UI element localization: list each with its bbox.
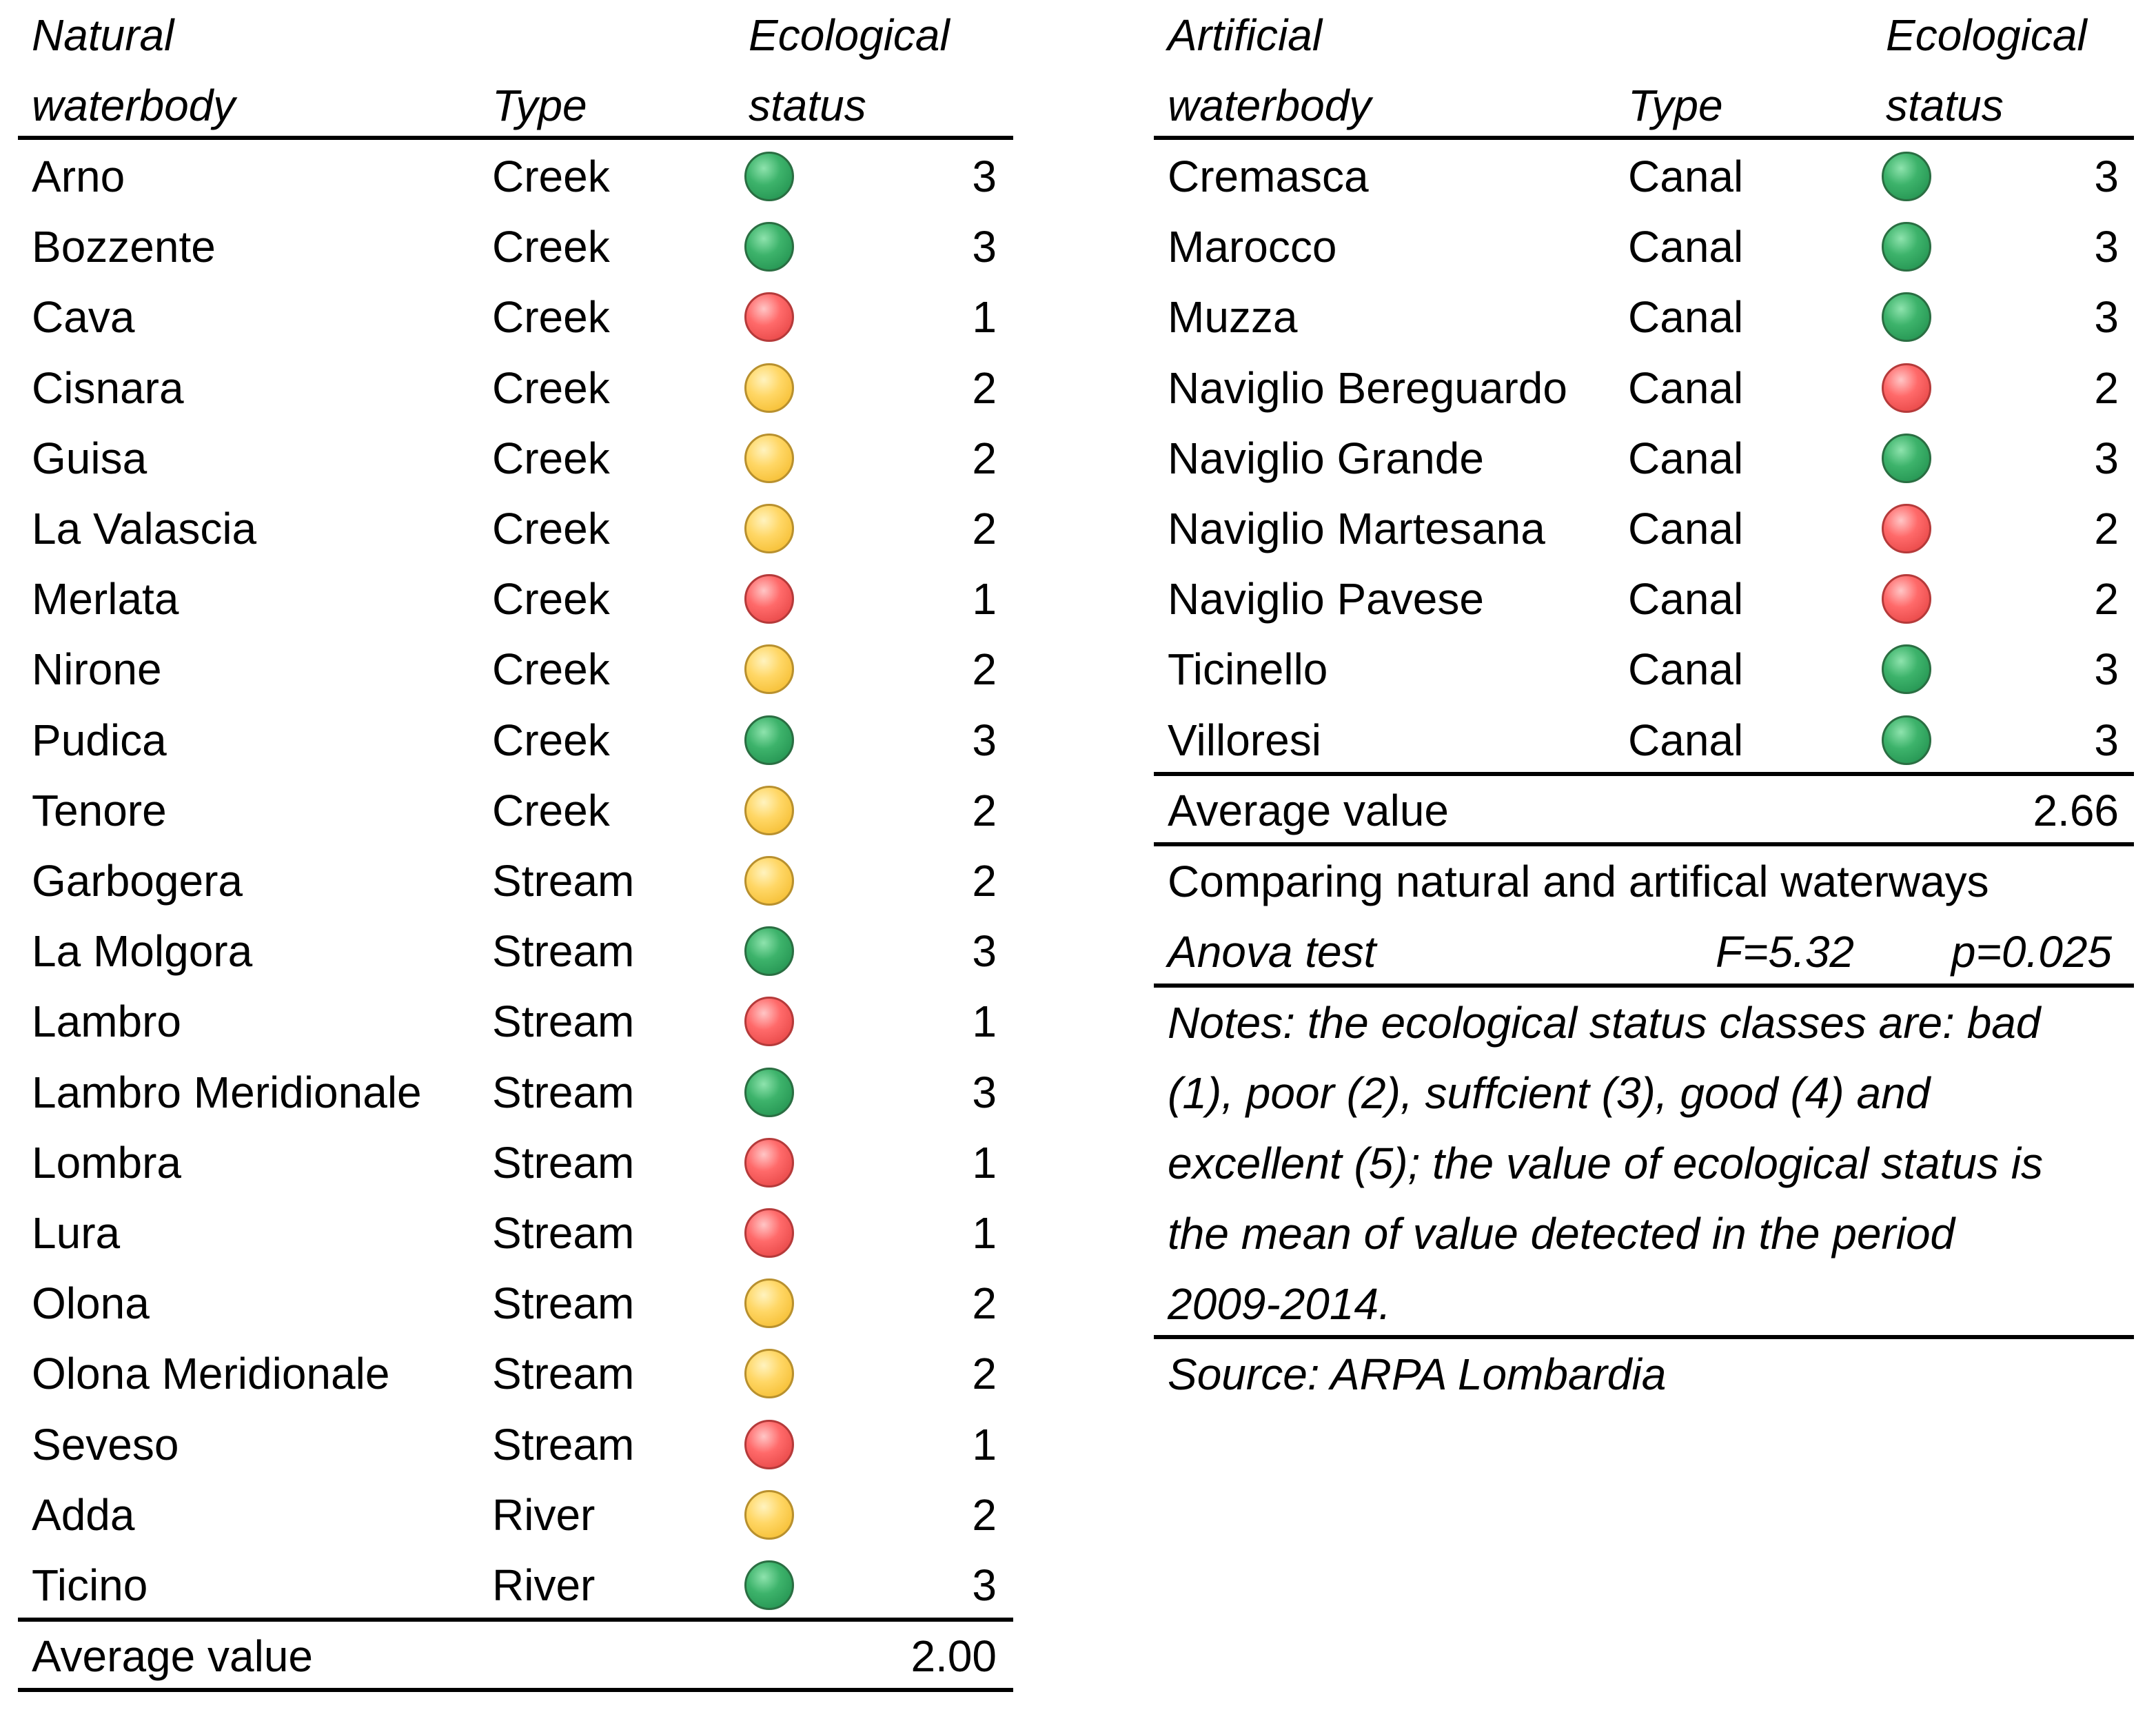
waterbody-type: Stream bbox=[492, 997, 635, 1047]
status-green-indicator-icon bbox=[1882, 715, 1931, 765]
table-row bbox=[0, 634, 2156, 704]
status-value: 3 bbox=[972, 926, 997, 977]
waterbody-type: Creek bbox=[492, 785, 610, 835]
waterbody-name: Lura bbox=[32, 1208, 121, 1258]
status-value: 3 bbox=[2094, 433, 2119, 483]
anova-label: Anova test bbox=[1168, 927, 1376, 977]
status-value: 3 bbox=[2094, 292, 2119, 343]
status-value: 2 bbox=[972, 785, 997, 835]
status-green-indicator-icon bbox=[1882, 644, 1931, 694]
status-value: 2 bbox=[972, 504, 997, 553]
header-waterbody-line2: waterbody bbox=[1168, 81, 1372, 130]
header-status-line2: status bbox=[1886, 81, 2004, 130]
waterbody-type: Creek bbox=[492, 292, 610, 343]
waterbody-name: Lombra bbox=[32, 1137, 181, 1188]
waterbody-type: Canal bbox=[1628, 363, 1744, 413]
status-value: 3 bbox=[972, 1560, 997, 1610]
waterbody-name: Naviglio Pavese bbox=[1168, 574, 1484, 624]
waterbody-name: Adda bbox=[32, 1489, 135, 1540]
waterbody-type: Stream bbox=[492, 1208, 635, 1258]
waterbody-type: Stream bbox=[492, 856, 635, 906]
waterbody-type: Stream bbox=[492, 1278, 635, 1329]
header-type: Type bbox=[1628, 81, 1723, 130]
status-green-indicator-icon bbox=[1882, 292, 1931, 342]
status-value: 2 bbox=[972, 644, 997, 695]
waterbody-type: Creek bbox=[492, 504, 610, 553]
waterbody-name: Seveso bbox=[32, 1419, 179, 1469]
status-value: 2 bbox=[2094, 363, 2119, 413]
waterbody-name: La Molgora bbox=[32, 926, 253, 977]
waterbody-name: Bozzente bbox=[32, 222, 216, 272]
waterbody-type: Canal bbox=[1628, 152, 1744, 201]
header-waterbody-line1: Artificial bbox=[1168, 10, 1323, 60]
header-waterbody-line1: Natural bbox=[32, 10, 174, 60]
notes-line-4: the mean of value detected in the period bbox=[1168, 1209, 1955, 1258]
waterbody-type: Canal bbox=[1628, 433, 1744, 483]
status-green-indicator-icon bbox=[1882, 222, 1931, 272]
status-value: 3 bbox=[2094, 222, 2119, 272]
waterbody-name: Muzza bbox=[1168, 292, 1298, 343]
status-value: 3 bbox=[2094, 644, 2119, 695]
header-status-line2: status bbox=[749, 81, 866, 130]
waterbody-name: Naviglio Bereguardo bbox=[1168, 363, 1567, 413]
waterbody-type: Canal bbox=[1628, 504, 1744, 553]
notes-line-5: 2009-2014. bbox=[1168, 1279, 1391, 1329]
waterbody-name: Villoresi bbox=[1168, 715, 1321, 765]
waterbody-name: Garbogera bbox=[32, 856, 243, 906]
waterbody-type: Creek bbox=[492, 644, 610, 695]
status-value: 3 bbox=[2094, 715, 2119, 765]
waterbody-name: Lambro bbox=[32, 997, 181, 1047]
status-green-indicator-icon bbox=[1882, 152, 1931, 201]
header-waterbody-line2: waterbody bbox=[32, 81, 236, 130]
waterbody-name: Cava bbox=[32, 292, 135, 343]
waterbody-name: Olona bbox=[32, 1278, 150, 1329]
waterbody-type: River bbox=[492, 1560, 596, 1610]
status-value: 3 bbox=[972, 222, 997, 272]
status-value: 2 bbox=[972, 1489, 997, 1540]
comparison-title: Comparing natural and artifical waterways bbox=[1168, 857, 1989, 906]
table-row bbox=[0, 353, 2156, 423]
average-value: 2.66 bbox=[2033, 786, 2119, 835]
waterbody-type: River bbox=[492, 1489, 596, 1540]
waterbody-name: Merlata bbox=[32, 574, 179, 624]
waterbody-type: Creek bbox=[492, 152, 610, 201]
waterbody-name: Marocco bbox=[1168, 222, 1337, 272]
table-row bbox=[0, 493, 2156, 564]
waterbody-name: La Valascia bbox=[32, 504, 257, 553]
waterbody-type: Stream bbox=[492, 1419, 635, 1469]
table-row bbox=[0, 564, 2156, 634]
waterbody-type: Creek bbox=[492, 574, 610, 624]
table-row bbox=[0, 423, 2156, 493]
status-value: 3 bbox=[2094, 152, 2119, 201]
average-value: 2.00 bbox=[911, 1631, 997, 1681]
average-label: Average value bbox=[32, 1631, 313, 1681]
status-value: 2 bbox=[972, 433, 997, 483]
header-rule bbox=[1154, 136, 2134, 140]
status-green-indicator-icon bbox=[1882, 434, 1931, 483]
status-value: 2 bbox=[2094, 574, 2119, 624]
waterbody-name: Cisnara bbox=[32, 363, 184, 413]
waterbody-name: Naviglio Grande bbox=[1168, 433, 1484, 483]
table-row bbox=[0, 705, 2156, 775]
waterbody-name: Ticino bbox=[32, 1560, 148, 1610]
status-value: 3 bbox=[972, 152, 997, 201]
waterbody-type: Stream bbox=[492, 1349, 635, 1399]
status-red-indicator-icon bbox=[1882, 363, 1931, 413]
waterbody-name: Nirone bbox=[32, 644, 162, 695]
notes-line-3: excellent (5); the value of ecological status is bbox=[1168, 1139, 2043, 1188]
waterbody-type: Stream bbox=[492, 1067, 635, 1117]
status-value: 1 bbox=[972, 574, 997, 624]
anova-p-value: p=0.025 bbox=[1951, 927, 2112, 977]
waterbody-name: Pudica bbox=[32, 715, 167, 765]
waterbody-type: Creek bbox=[492, 433, 610, 483]
status-value: 1 bbox=[972, 1419, 997, 1469]
waterbody-type: Canal bbox=[1628, 222, 1744, 272]
notes-line-1: Notes: the ecological status classes are: bad bbox=[1168, 998, 2041, 1048]
status-value: 1 bbox=[972, 292, 997, 343]
status-value: 3 bbox=[972, 1067, 997, 1117]
header-type: Type bbox=[492, 81, 587, 130]
waterbody-type: Canal bbox=[1628, 292, 1744, 343]
waterbody-name: Tenore bbox=[32, 785, 167, 835]
average-label: Average value bbox=[1168, 786, 1449, 835]
waterbody-type: Stream bbox=[492, 1137, 635, 1188]
status-value: 1 bbox=[972, 1208, 997, 1258]
status-value: 2 bbox=[972, 856, 997, 906]
status-value: 1 bbox=[972, 997, 997, 1047]
status-value: 2 bbox=[2094, 504, 2119, 553]
status-value: 3 bbox=[972, 715, 997, 765]
waterbody-name: Arno bbox=[32, 152, 125, 201]
waterbody-type: Canal bbox=[1628, 715, 1744, 765]
header-status-line1: Ecological bbox=[1886, 10, 2087, 60]
source-note: Source: ARPA Lombardia bbox=[1168, 1349, 1667, 1399]
waterbody-name: Naviglio Martesana bbox=[1168, 504, 1545, 553]
table-row bbox=[0, 141, 2156, 212]
waterbody-type: Canal bbox=[1628, 574, 1744, 624]
waterbody-type: Stream bbox=[492, 926, 635, 977]
waterbody-name: Olona Meridionale bbox=[32, 1349, 390, 1399]
notes-line-2: (1), poor (2), suffcient (3), good (4) and bbox=[1168, 1068, 1931, 1118]
header-status-line1: Ecological bbox=[749, 10, 950, 60]
anova-f-statistic: F=5.32 bbox=[1715, 927, 1854, 977]
status-red-indicator-icon bbox=[1882, 504, 1931, 553]
waterbody-name: Lambro Meridionale bbox=[32, 1067, 422, 1117]
status-value: 2 bbox=[972, 1349, 997, 1399]
waterbody-name: Guisa bbox=[32, 433, 148, 483]
waterbody-type: Creek bbox=[492, 363, 610, 413]
table-row bbox=[0, 212, 2156, 282]
status-value: 2 bbox=[972, 363, 997, 413]
waterbody-name: Cremasca bbox=[1168, 152, 1369, 201]
status-red-indicator-icon bbox=[1882, 574, 1931, 624]
table-row bbox=[0, 282, 2156, 352]
waterbody-type: Creek bbox=[492, 715, 610, 765]
status-value: 2 bbox=[972, 1278, 997, 1329]
status-value: 1 bbox=[972, 1137, 997, 1188]
waterbody-type: Creek bbox=[492, 222, 610, 272]
waterbody-name: Ticinello bbox=[1168, 644, 1328, 695]
waterbody-type: Canal bbox=[1628, 644, 1744, 695]
